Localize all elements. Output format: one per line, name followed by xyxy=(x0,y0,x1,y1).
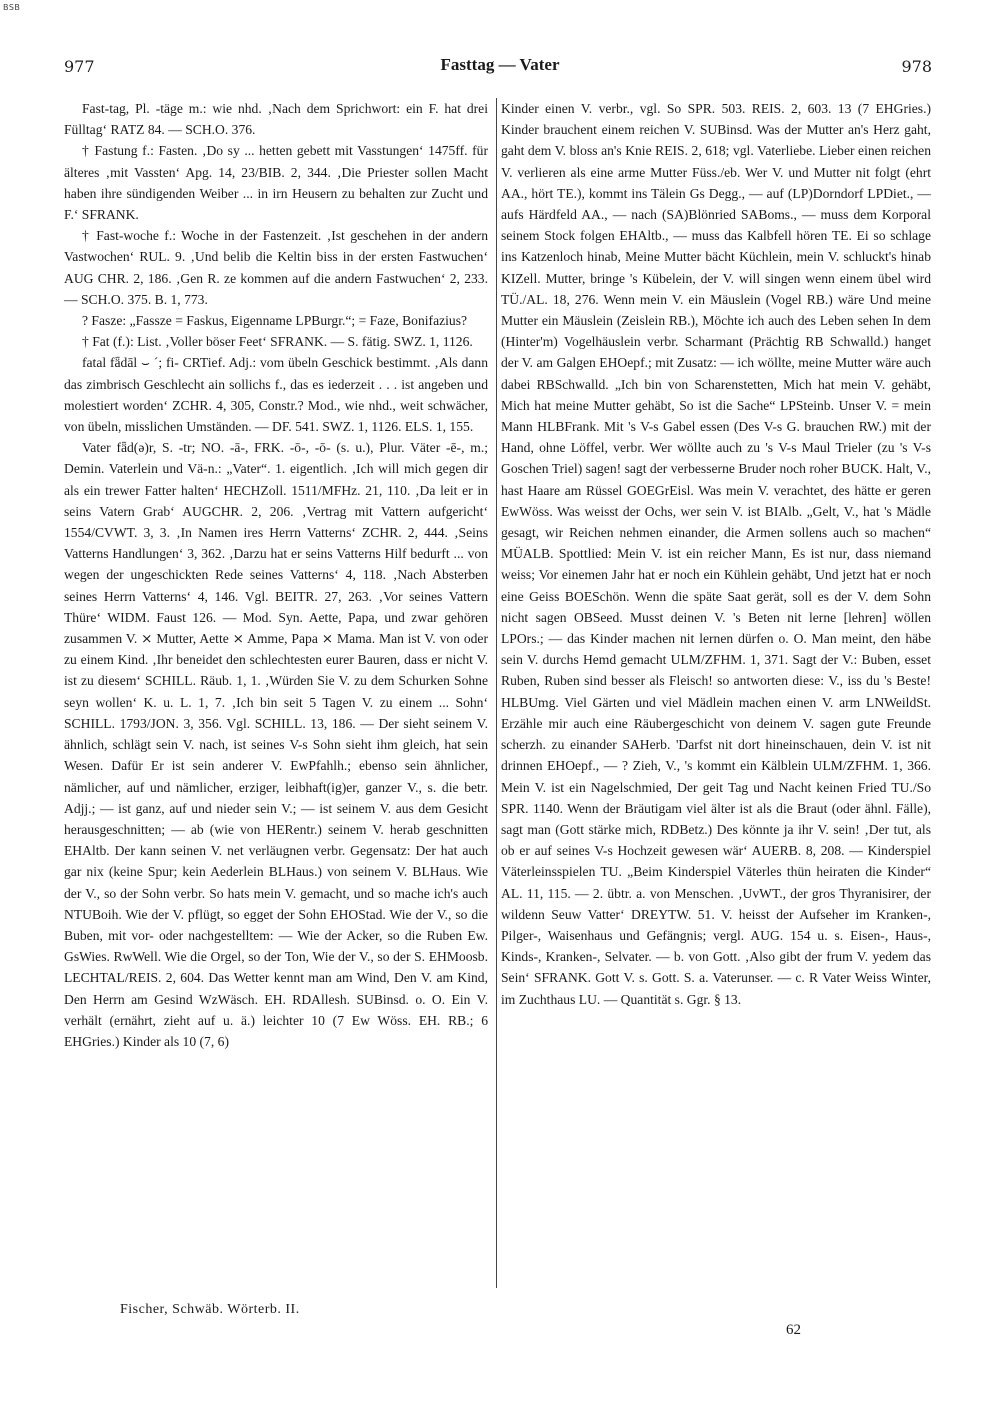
entry-fasttag: Fast-tag, Pl. -täge m.: wie nhd. ‚Nach dem Sprichwort: ein F. hat drei Fülltag‘ RATZ 84. — SCH.O. 376. xyxy=(64,101,488,138)
page-number-left: 977 xyxy=(64,57,95,76)
column-divider xyxy=(496,98,497,1288)
running-title: Fasttag — Vater xyxy=(440,55,560,74)
library-stamp: BSB xyxy=(3,3,21,12)
left-column xyxy=(64,98,488,1052)
entry-fasze: ? Fasze: „Fassze = Faskus, Eigenname LPBurgr.“; = Faze, Bonifazius? xyxy=(82,313,468,329)
right-column xyxy=(501,98,931,1010)
entry-fastung: † Fastung f.: Fasten. ‚Do sy ... hetten gebett mit Vasstungen‘ 1475ff. für älteres ‚mit Vassten‘ Apg. 14, 23/BIB. 2, 344. ‚Die Priester sollen Macht haben ihre sündigenden Weiber ... in irn Heusern zu behalten zur Zucht und F.‘ SFRANK. xyxy=(64,143,488,223)
entry-vater-continued: Kinder einen V. verbr., vgl. So SPR. 503. REIS. 2, 603. 13 (7 EHGries.) Kinder brauchent einem reichen V. SUBinsd. Was der Mutter an's Herz gaht, gaht dem V. bloss an's Knie REIS. 2, 618; vgl. Vaterliebe. Lieber einen reichen V. verlieren als eine arme Mutter Füss./eb. Wer V. und Mutter nit folgt (ehrt AA., hört TE.), kommt ins Tälein Gs Degg., — auf (LP)Dorndorf LPDiet., — aufs Härdfeld AA., — nach (SA)Blönried SABoms., — muss dem Korporal seinem Stock folgen EHAltb., — muss das Kalbfell hören TE. Ei so schlage ins Katzenloch hinab, Meine Mutter bächt Küchlein, mein V. schluckt's hinab KIZell. Mutter, bringe 's Kübelein, der V. will singen wenn einem übel wird TÜ./AL. 18, 276. Wenn mein V. ein Mäuslein (Vogel RB.) wäre Und meine Mutter ein Mäuslein (Zeislein RB.), Möchte ich auch des Leben sehen In dem (Hinter'm) Vogelhäuslein verbr. Scharmant (Prächtig RB Schwalld.) hanget der V. am Galgen EHOepf.; mit Zusatz: — ich wöllte, meine Mutter wäre auch dabei RBSchwalld. „Ich bin von Scharenstetten, Mich hat mein V. gehäbt, Mich hat meine Mutter gehäbt, So ist die Sache“ LPSteinb. Unser V. = mein Mann HLBFrank. Mit 's V-s Gabel essen (Des V-s G. brauchen RW.) mit der Hand, ohne Löffel, verbr. Wer wöllte auch zu 's V-s Maul Trieler (zu 's V-s Goschen Triel) sagen! sagt der verbesserne Bruder noch roher BUCK. Halt, V., hast Haare am Rüssel GOEGrEisl. Was mein V. verachtet, des hätte er geren EwWöss. Was weisst der Ochs, wer sein V. ist BIAlb. „Gelt, V., hat 's Mädle gesagt, wir Reichen nehmen einander, die Armen sollens auch so machen“ MÜALB. Spottlied: Mein V. ist ein reicher Mann, Es ist nur, dass niemand weiss; Vor einemen Jahr hat er noch ein Kühlein gehäbt, Und jetzt hat er noch eine Geiss BOESchön. Wenn die späte Saat gerät, soll es der V. dem Sohn nicht sagen OBSeed. Musst deinen V. 's Beten nit lerne [lehren] wöllen LPOrs.; — das Kinder machen nit lernen dürfen o. O. Man meint, den häbe sein V. durchs Hemd gemacht ULM/ZFHM. 1, 371. Sagt der V.: Buben, esset Ruben, Ruben sind besser als Fleisch! so antworten diese: V., iss du 's Beste! HLBUmg. Viel Gärten und viel Mädlein machen einen V. arm LNWeildSt. Erzähle mir auch eine Räubergeschicht von deinem V. sagen gute Freunde scherzh. zu einander SAHerb. 'Darfst nit dort hineinschauen, dein V. ist nit drinnen EHOepf., — ? Zieh, V., 's kommt ein Kälblein ULM/ZFHM. 1, 366. Mein V. ist ein Nagelschmied, Der geit Tag und Nacht keinen Fried TU./So SPR. 1140. Wenn der Bräutigam viel älter ist als die Braut (oder ähnl. Fälle), sagt man (Gott stärke mich, RDBetz.) Des könnte ja ihr V. sein! ‚Der tut, als ob er auf seines V-s Hochzeit gewesen wär‘ AUERB. 8, 208. — Kinderspiel Väterleinsspielen TU. „Beim Kinderspiel Väterles thün heiraten die Kinder“ AL. 11, 115. — 2. übtr. a. von Menschen. ‚UvWT., der gros Thyranisirer, der wildenn Seuw Vatter‘ DREYTW. 51. V. heisst der Aufseher im Kranken-, Pilger-, Waisenhaus und Gefängnis; vergl. AUG. 154 u. s. Eisen-, Haus-, Kinds-, Kranken-, Selvater. — b. von Gott. ‚Also gibt der frum V. yedem das Sein‘ SFRANK. Gott V. s. Gott. S. a. Vaterunser. — c. R Vater Weiss Winter, im Zuchthaus LU. — Quantität s. Ggr. § 13. xyxy=(501,101,931,1007)
entry-fatal: fatal fǟdāl ⌣ ´; fi- CRTief. Adj.: vom übeln Geschick bestimmt. ‚Als dann das zimbrisch Geschlecht ain sollichs f., das es iederzeit . . . ist angeben und molestiert worden‘ ZCHR. 4, 305, Constr.? Mod., wie nhd., weit schwächer, von übeln, misslichen Umständen. — DF. 541. SWZ. 1, 1126. ELS. 1, 155. xyxy=(64,355,488,435)
footer-citation: Fischer, Schwäb. Wörterb. II. xyxy=(120,1302,300,1317)
sheet-number: 62 xyxy=(786,1322,801,1338)
entry-fat: † Fat (f.): List. ‚Voller böser Feet‘ SFRANK. — S. fätig. SWZ. 1, 1126. xyxy=(82,334,473,350)
entry-vater: Vater fǟd(ə)r, S. -tr; NO. -ā-, FRK. -ō-, -ō- (s. u.), Plur. Väter -ē-, m.; Demin. Vaterlein und Vä-n.: „Vater“. 1. eigentlich. ‚Ich will mich gegen dir als ein trewer Fatter halten‘ HECHZoll. 1511/MFHz. 21, 110. ‚Da leit er in seins Vatern Grab‘ AUGCHR. 2, 206. ‚Vertrag mit Vattern aufgericht‘ 1554/CVWT. 3, 3. ‚In Namen ires Herrn Vatterns‘ ZCHR. 2, 444. ‚Seins Vatterns Handlungen‘ 3, 362. ‚Darzu hat er seins Vatterns Hilf bedurft ... von wegen der ungeschickten Rede seines Vatterns‘ 4, 118. ‚Nach Absterben seines Herrn Vatterns‘ 4, 146. Vgl. BEITR. 27, 263. ‚Vor seines Vattern Thüre‘ WIDM. Faust 126. — Mod. Syn. Aette, Papa, und zwar gehören zusammen V. ⨯ Mutter, Aette ⨯ Amme, Papa ⨯ Mama. Man ist V. von oder zu einem Kind. ‚Ihr beneidet den schlechtesten eurer Bauren, dass er nicht V. ist zu diesem‘ SCHILL. Räub. 1, 1. ‚Würden Sie V. zu dem Schurken Sohne seyn wollen‘ K. u. L. 1, 7. ‚Ich bin seit 5 Tagen V. zu einem ... Sohn‘ SCHILL. 1793/JON. 3, 356. Vgl. SCHILL. 13, 186. — Der sieht seinem V. ähnlich, schlägt sein V. nach, ist seines V-s Sohn sieht ihm gleich, hat sein Wesen. Dafür Er ist sein anderer V. EwPfahlh.; ebenso sein ähnlicher, nämlicher, auf und nämlicher, erziger, leibhaft(ig)er, ganzer V., s. die betr. Adjj.; — ist ganz, auf und nieder sein V.; — ist seinem V. aus dem Gesicht herausgeschnitten; — ab (wie von HERentr.) seinem V. herab geschnitten EHAltb. Der kann seinen V. net verläugnen verbr. Gegensatz: Der hat auch gar nix (keine Spur; kein Aederlein BLHaus.) von seinem V. BLHaus. Wie der V., so der Sohn verbr. So hats mein V. gemacht, und so mache ich's auch NTUBoih. Wie der V. pflügt, so egget der Sohn EHOStad. Wie der V., so die Buben, mit vor- oder nachgestelltem: — Wie der Acker, so die Ruben Ew. GsWies. RwWell. Wie die Orgel, so der Ton, Wie der V., so der S. EHMoosb. LECHTAL/REIS. 2, 604. Das Wetter kennt man am Wind, Den V. am Kind, Den Herrn am Gesind WzWäsch. EH. RDAllesh. SUBinsd. o. O. Ein V. verhält (ernährt, zieht auf u. ä.) leichter 10 (7 Ew Wöss. EH. RB.; 6 EHGries.) Kinder als 10 (7, 6) xyxy=(64,440,488,1049)
entry-fastwoche: † Fast-woche f.: Woche in der Fastenzeit. ‚Ist geschehen in der andern Vastwochen‘ RUL. 9. ‚Und belib die Keltin biss in der ersten Fastwuchen‘ AUG CHR. 2, 186. ‚Gen R. ze kommen auf die andern Fastwuchen‘ 2, 233. — SCH.O. 375. B. 1, 773. xyxy=(64,228,488,307)
page-number-right: 978 xyxy=(901,57,932,76)
